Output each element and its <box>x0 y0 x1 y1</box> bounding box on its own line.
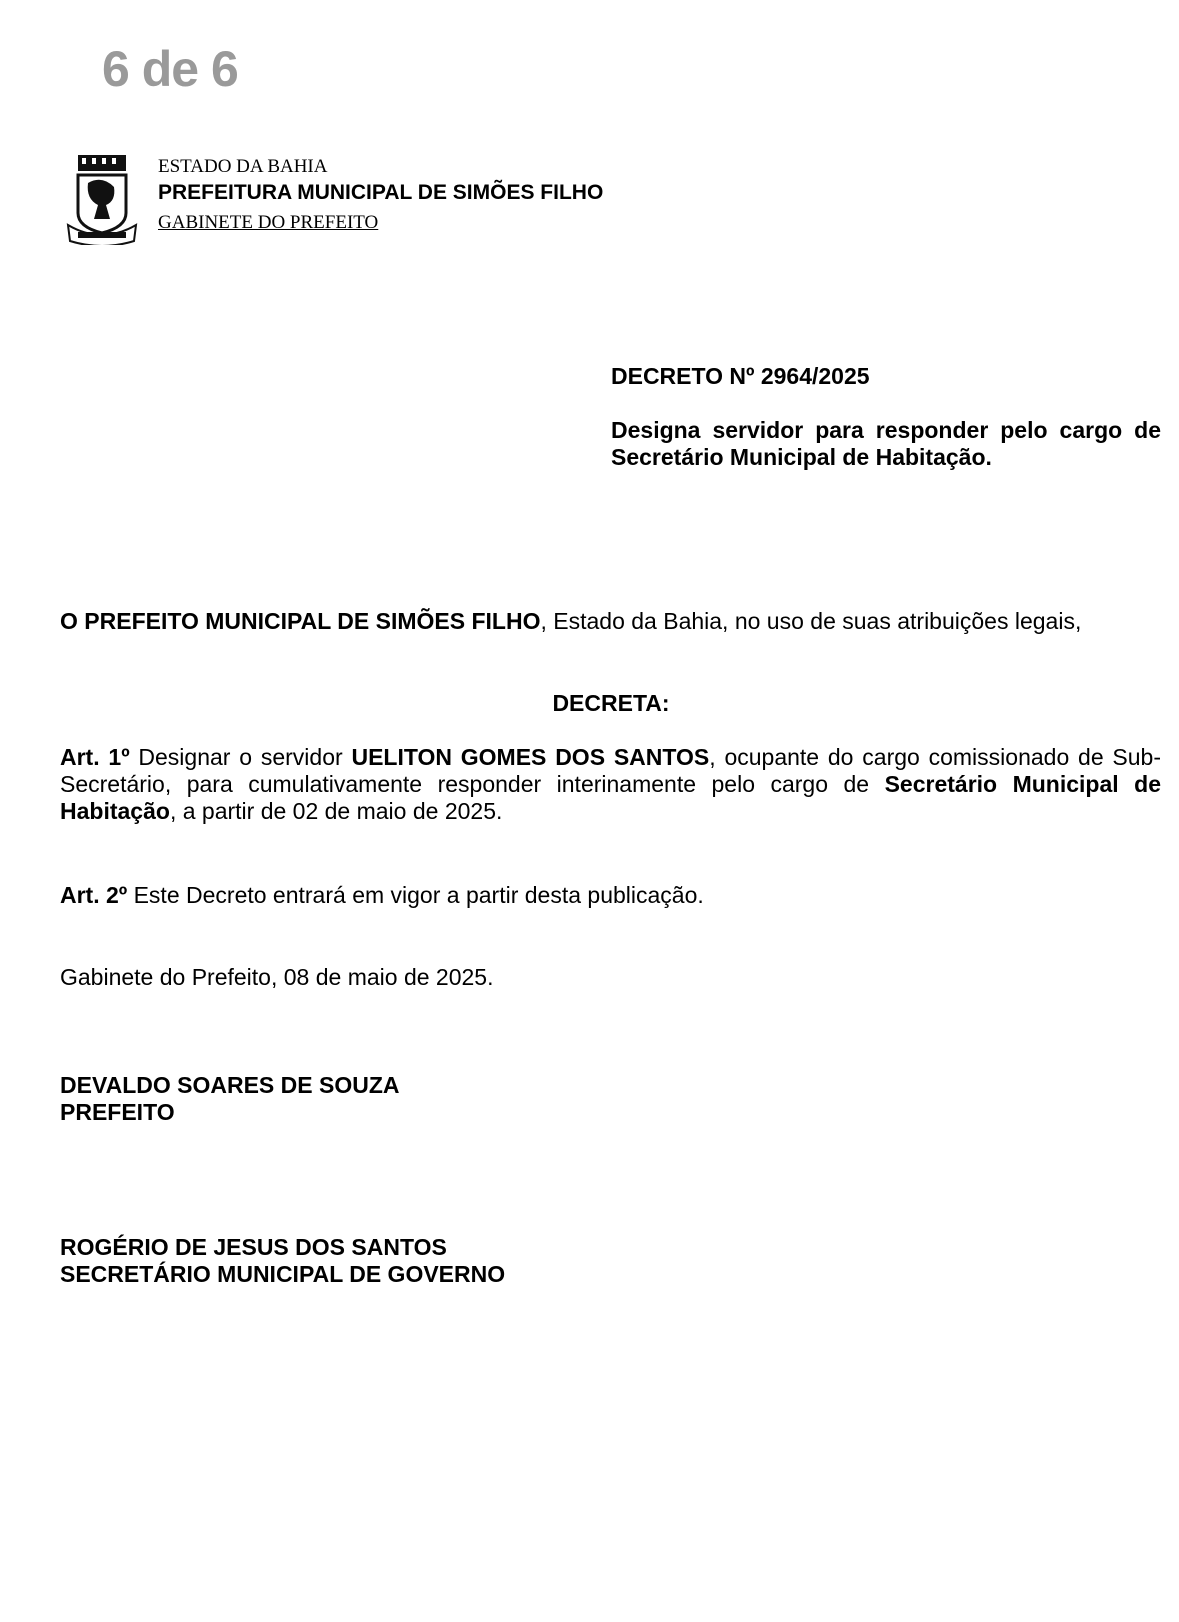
decreta-heading: DECRETA: <box>552 690 670 716</box>
appointee-name: UELITON GOMES DOS SANTOS <box>351 744 710 770</box>
header-state: ESTADO DA BAHIA <box>158 156 328 177</box>
header-municipality: PREFEITURA MUNICIPAL DE SIMÕES FILHO <box>158 181 604 204</box>
coat-of-arms-logo <box>66 153 138 245</box>
signature-title: SECRETÁRIO MUNICIPAL DE GOVERNO <box>60 1261 506 1287</box>
article-2-label: Art. 2º <box>60 882 128 908</box>
article-2 <box>60 882 1161 909</box>
header-office: GABINETE DO PREFEITO <box>158 212 379 233</box>
decree-number: DECRETO Nº 2964/2025 <box>611 363 870 389</box>
intro-bold: O PREFEITO MUNICIPAL DE SIMÕES FILHO <box>60 608 541 634</box>
appointed-role: Secretário Municipal de Habitação <box>60 771 1161 824</box>
article-1-text: , a partir de 02 de maio de 2025. <box>169 798 503 824</box>
article-1-text: , ocupante do cargo comissionado de Sub-Secretário, para cumulativamente responder interinamente pelo cargo de <box>60 744 1161 797</box>
decree-summary: Designa servidor para responder pelo cargo de Secretário Municipal de Habitação. <box>611 417 1161 470</box>
signature-mayor <box>60 1072 400 1126</box>
signature-name: DEVALDO SOARES DE SOUZA <box>60 1072 400 1098</box>
article-1-label: Art. 1º <box>60 744 130 770</box>
signature-name: ROGÉRIO DE JESUS DOS SANTOS <box>60 1234 447 1260</box>
article-1 <box>60 744 1161 825</box>
signature-secretary <box>60 1234 505 1288</box>
article-1-text: Designar o servidor <box>129 744 352 770</box>
signature-title: PREFEITO <box>60 1099 175 1125</box>
intro-text: , Estado da Bahia, no uso de suas atribuições legais, <box>540 608 1082 634</box>
place-date: Gabinete do Prefeito, 08 de maio de 2025. <box>60 964 494 990</box>
article-2-text: Este Decreto entrará em vigor a partir desta publicação. <box>127 882 704 908</box>
intro-paragraph <box>60 608 1161 635</box>
page-indicator: 6 de 6 <box>102 41 238 97</box>
